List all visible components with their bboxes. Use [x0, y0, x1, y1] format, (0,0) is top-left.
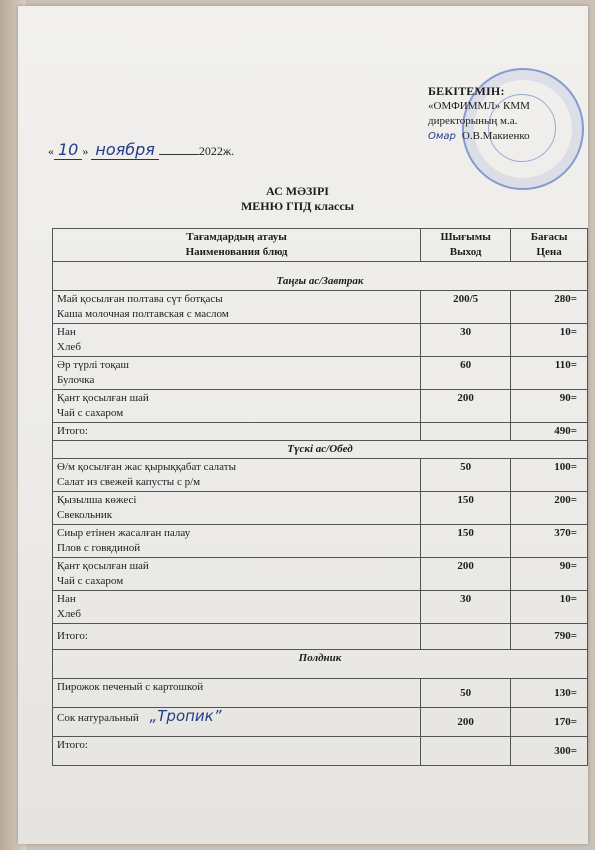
table-row: Сок натуральный „Тропик” 200 170=: [53, 708, 588, 737]
header-yield: Шығымы Выход: [421, 229, 511, 262]
menu-date: « 10 » ноября 2022ж.: [48, 140, 235, 159]
table-row: Қант қосылған шай Чай с сахаром 200 90=: [53, 390, 588, 423]
header-price: Бағасы Цена: [511, 229, 588, 262]
section-lunch: Түскі ас/Обед: [53, 441, 588, 459]
table-row: Май қосылған полтава сүт ботқасы Каша молочная полтавская с маслом 200/5 280=: [53, 291, 588, 324]
approval-position: директорының м.а.: [428, 115, 518, 127]
snack-item-name: Сок натуральный: [57, 712, 139, 724]
table-row: Қант қосылған шай Чай с сахаром 200 90=: [53, 558, 588, 591]
title-kz: АС МӘЗІРІ: [266, 184, 329, 198]
approval-heading: БЕКІТЕМІН:: [428, 84, 505, 98]
breakfast-total-row: Итого: 490=: [53, 423, 588, 441]
header-row: [53, 229, 588, 262]
date-day: 10: [54, 140, 82, 160]
handwritten-signature: Омар: [428, 131, 456, 142]
handwritten-note: „Тропик”: [149, 707, 222, 725]
table-row: Қызылша көжесі Свекольник 150 200=: [53, 492, 588, 525]
header-dish: Тағамдардың атауы Наименования блюд: [53, 229, 421, 262]
menu-table: [52, 228, 588, 766]
approver-name: О.В.Макиенко: [461, 130, 530, 142]
table-row: Ө/м қосылған жас қырыққабат салаты Салат из свежей капусты с р/м 50 100=: [53, 459, 588, 492]
approval-block: [428, 84, 530, 144]
title-ru: МЕНЮ ГПД классы: [240, 199, 355, 213]
date-year: 2022ж.: [198, 144, 235, 158]
table-row: Әр түрлі тоқаш Булочка 60 110=: [53, 357, 588, 390]
signature-line: [428, 129, 530, 144]
snack-total-row: Итого: 300=: [53, 737, 588, 766]
section-snack: Полдник: [53, 650, 588, 679]
section-breakfast: Таңғы ас/Завтрак: [53, 262, 588, 291]
lunch-total-row: Итого: 790=: [53, 624, 588, 650]
table-row: Сиыр етінен жасалған палау Плов с говядиной 150 370=: [53, 525, 588, 558]
date-month: ноября: [91, 140, 159, 160]
approval-org: «ОМФИММЛ» КММ: [428, 100, 530, 112]
table-row: Нан Хлеб 30 10=: [53, 324, 588, 357]
table-row: Нан Хлеб 30 10=: [53, 591, 588, 624]
table-row: Пирожок печеный с картошкой 50 130=: [53, 679, 588, 708]
